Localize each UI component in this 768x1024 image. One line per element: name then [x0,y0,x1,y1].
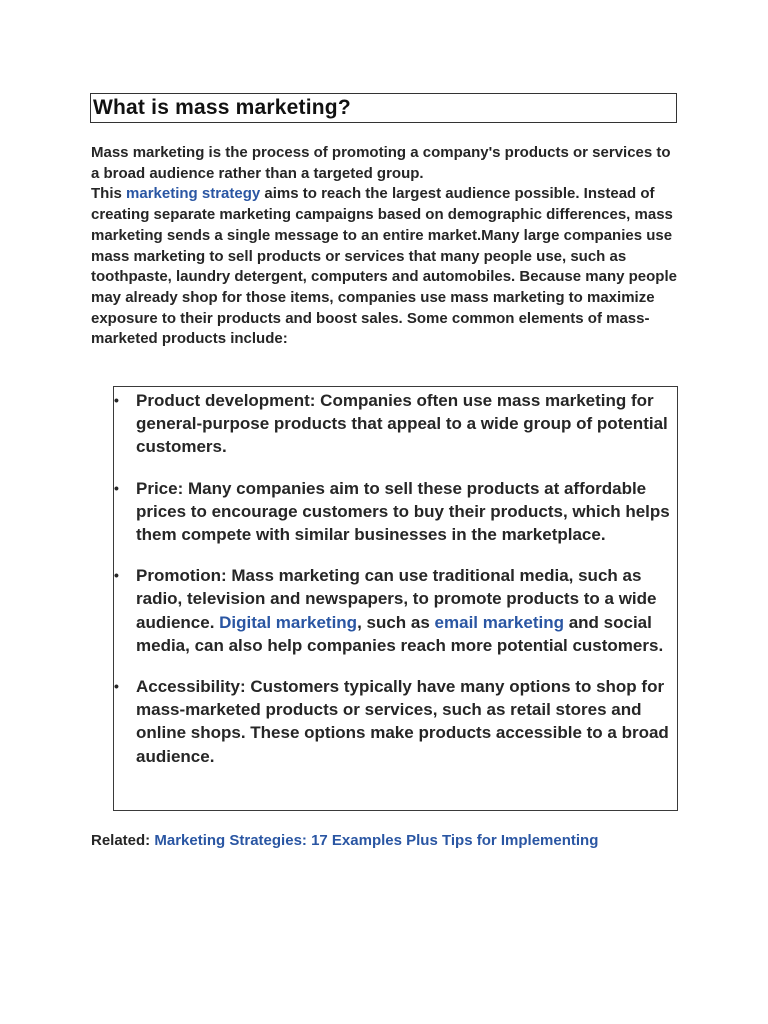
page-title: What is mass marketing? [93,96,351,119]
title-box [90,93,677,123]
marketing-strategy-link[interactable]: marketing strategy [126,185,261,203]
intro-text-before-link: This [91,185,127,203]
intro-section [91,143,681,350]
bullet-icon: • [114,392,119,408]
elements-list [114,389,677,786]
list-item-text: Product development: Companies often use mass marketing for general-purpose products that appeal to a wide group of potential customers. [136,391,668,457]
related-section [91,829,611,853]
list-item-promotion [114,564,677,657]
related-label: Related: [91,832,155,849]
intro-paragraph-2 [91,184,681,350]
digital-marketing-link[interactable]: Digital marketing [219,612,358,632]
list-item-text: Price: Many companies aim to sell these products at affordable prices to encourage customers to buy their products, which helps them compete with similar businesses in the marketplace. [136,478,670,545]
related-article-link[interactable]: Marketing Strategies: 17 Examples Plus Tips for Implementing [154,832,599,849]
list-item-text-before: Promotion: Mass marketing can use traditional media, such as radio, television and newspapers, to promote products to a wide audience. [136,566,657,632]
list-item-text: Accessibility: Customers typically have many options to shop for mass-marketed products or services, such as retail stores and online shops. These options make products accessible to a broad audience. [136,677,669,766]
bullet-icon: • [114,479,119,496]
email-marketing-link[interactable]: email marketing [434,612,564,632]
list-item-accessibility [114,675,677,768]
bullet-icon: • [114,678,119,695]
intro-text-after-link: aims to reach the largest audience possible. Instead of creating separate marketing campaigns based on demographic differences, mass marketing sends a single message to an entire market.Many large companies use mass marketing to sell products or services that many people use, such as toothpaste, laundry detergent, computers and automobiles. Because many people may already shop for those items, companies use mass marketing to maximize exposure to their products and boost sales. Some common elements of mass-marketed products include: [91,185,677,348]
list-item-price [114,477,677,547]
list-item-product-development [114,389,677,459]
bullet-icon: • [114,567,119,584]
intro-paragraph-1: Mass marketing is the process of promoting a company's products or services to a broad audience rather than a targeted group. [91,144,671,182]
list-item-text-after: and social media, can also help companies reach more potential customers. [136,612,664,655]
elements-list-box [113,386,678,811]
list-item-text-middle: , such as [357,612,435,632]
